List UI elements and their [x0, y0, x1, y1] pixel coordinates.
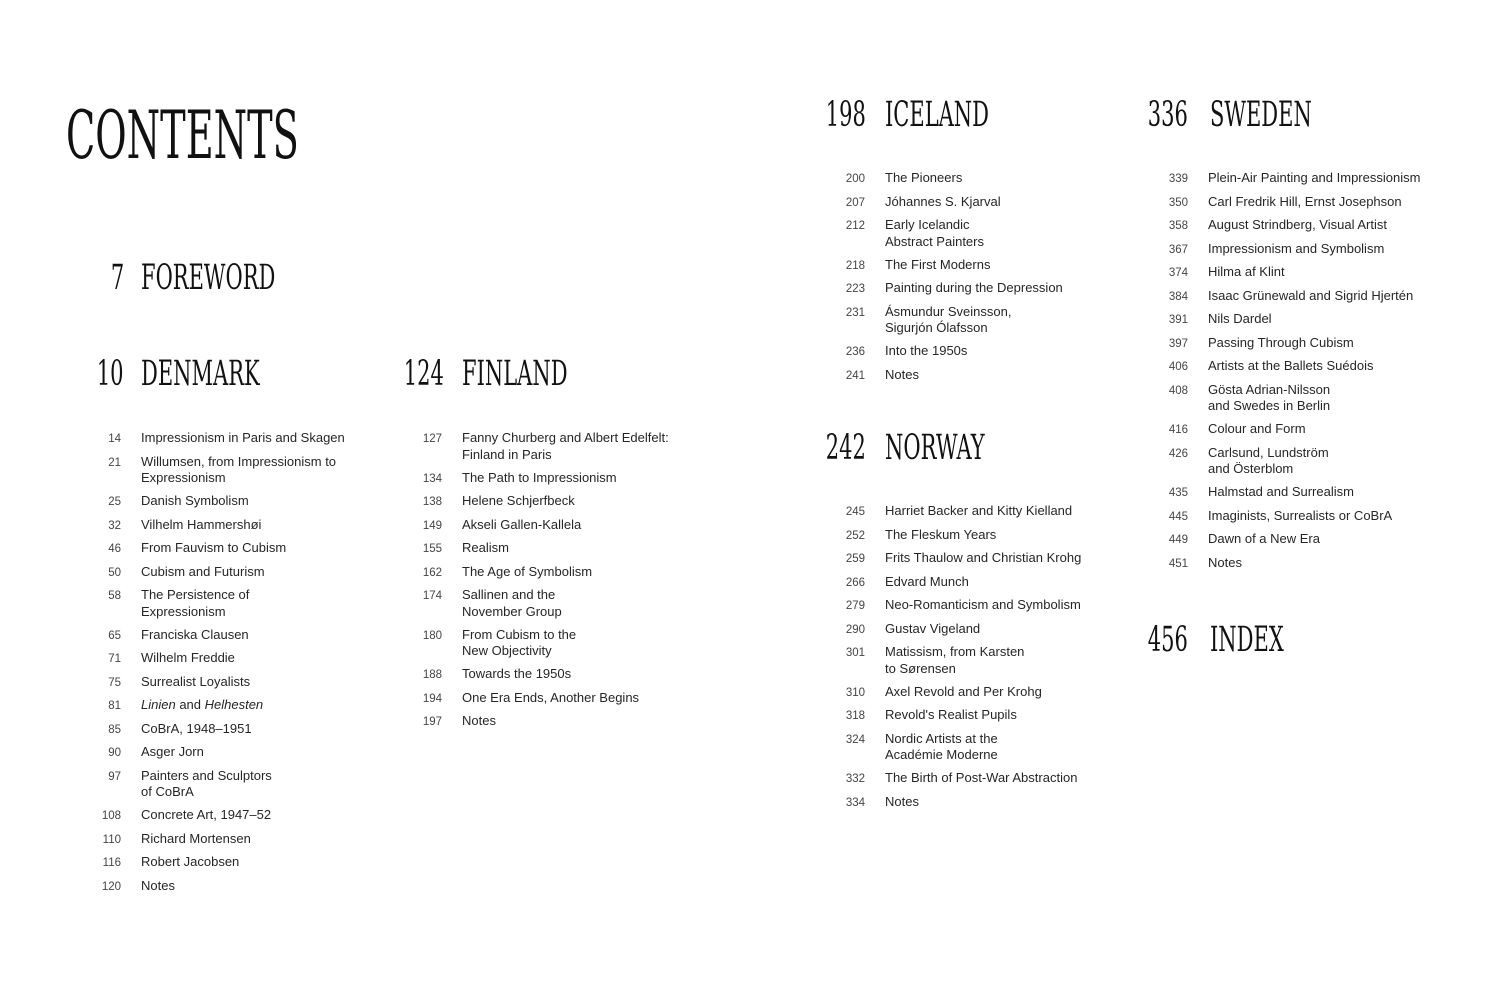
section-page-number: 7 — [110, 258, 124, 298]
toc-entry-page: 334 — [845, 796, 865, 809]
toc-entry-page: 25 — [108, 496, 121, 508]
toc-entry-page: 174 — [422, 590, 442, 602]
toc-entry[interactable] — [827, 550, 1137, 567]
toc-entry-page: 435 — [1168, 487, 1188, 499]
section-heading-iceland[interactable] — [827, 93, 1027, 137]
section-title: FOREWORD — [141, 258, 276, 298]
toc-entry[interactable] — [827, 304, 1127, 337]
toc-entry[interactable] — [1150, 217, 1480, 234]
toc-entry[interactable] — [83, 627, 383, 644]
toc-entry-page: 397 — [1168, 337, 1188, 350]
toc-entry-title: Impressionism in Paris and Skagen — [141, 430, 345, 445]
toc-entry[interactable] — [1150, 170, 1480, 187]
toc-entry-page: 391 — [1168, 314, 1188, 326]
toc-entry[interactable] — [1150, 241, 1480, 258]
toc-entry[interactable] — [827, 280, 1127, 297]
toc-entry[interactable] — [827, 597, 1137, 614]
toc-entry[interactable] — [1150, 484, 1480, 501]
toc-entry[interactable] — [827, 217, 1127, 250]
toc-entry-page: 71 — [108, 653, 121, 665]
toc-entry-page: 252 — [845, 529, 865, 542]
toc-entry-title: Jóhannes S. Kjarval — [885, 193, 1001, 209]
toc-entry-page: 426 — [1168, 447, 1188, 460]
toc-entry[interactable] — [1150, 508, 1480, 525]
toc-entry-title: Ásmundur Sveinsson, Sigurjón Ólafsson — [885, 303, 1012, 335]
section-heading-sweden[interactable] — [1147, 93, 1350, 137]
toc-entry-title: From Fauvism to Cubism — [141, 540, 287, 555]
section-heading-finland[interactable] — [404, 352, 604, 396]
toc-entry-page: 384 — [1168, 290, 1188, 303]
toc-entry-title: Sallinen and the November Group — [462, 587, 562, 619]
toc-entry-title: Revold's Realist Pupils — [885, 707, 1017, 722]
toc-entry-title: The Path to Impressionism — [462, 469, 617, 485]
toc-entry[interactable] — [827, 644, 1137, 677]
toc-entry[interactable] — [827, 527, 1137, 544]
toc-entry[interactable] — [827, 257, 1127, 274]
toc-entry-title: Notes — [885, 793, 919, 809]
toc-entry[interactable] — [827, 684, 1137, 701]
section-page-number: 242 — [825, 428, 866, 468]
section-title: SWEDEN — [1210, 95, 1312, 135]
toc-entry[interactable] — [404, 587, 734, 620]
toc-entry[interactable] — [404, 493, 734, 510]
toc-entry-page: 138 — [422, 496, 442, 508]
toc-entry-title: Notes — [141, 877, 175, 893]
toc-entry-page: 332 — [845, 773, 865, 785]
toc-entry-page: 301 — [845, 647, 865, 659]
toc-entry[interactable] — [404, 470, 734, 487]
section-title: ICELAND — [885, 95, 990, 135]
toc-entry-title: Gösta Adrian-Nilsson and Swedes in Berlin — [1208, 381, 1331, 413]
toc-entry[interactable] — [1150, 531, 1480, 548]
toc-entry[interactable] — [83, 430, 383, 447]
toc-entry[interactable] — [827, 367, 1127, 384]
toc-entry-title-part: Linien — [141, 697, 176, 712]
finland-entries — [404, 430, 734, 737]
toc-entry-title: Danish Symbolism — [141, 493, 249, 508]
toc-entry-title: One Era Ends, Another Begins — [462, 689, 640, 705]
toc-entry-title: Gustav Vigeland — [885, 620, 981, 636]
toc-entry-title: Akseli Gallen-Kallela — [462, 516, 582, 532]
toc-entry-page: 58 — [108, 590, 121, 602]
toc-entry-page: 290 — [845, 623, 865, 636]
toc-entry-page: 279 — [845, 600, 865, 612]
toc-entry-page: 197 — [422, 716, 442, 728]
toc-entry-page: 231 — [845, 306, 865, 319]
toc-entry-title: Into the 1950s — [885, 343, 968, 358]
toc-entry-page: 65 — [108, 629, 121, 642]
section-page-number: 456 — [1147, 620, 1188, 660]
toc-entry-title: Hilma af Klint — [1208, 264, 1285, 279]
toc-entry[interactable] — [404, 540, 734, 557]
norway-entries — [827, 503, 1137, 817]
toc-entry[interactable] — [83, 517, 383, 534]
toc-entry[interactable] — [83, 650, 383, 667]
section-page-number: 124 — [403, 354, 444, 394]
toc-entry[interactable] — [827, 194, 1127, 211]
toc-entry-title: Richard Mortensen — [141, 830, 251, 846]
toc-entry[interactable] — [83, 587, 383, 620]
toc-entry-page: 310 — [845, 686, 865, 699]
toc-entry[interactable] — [83, 564, 383, 581]
toc-entry-title: Painting during the Depression — [885, 280, 1063, 295]
toc-entry-page: 358 — [1168, 220, 1188, 232]
toc-entry[interactable] — [83, 768, 383, 801]
toc-entry[interactable] — [1150, 555, 1480, 572]
toc-entry-title: Impressionism and Symbolism — [1208, 240, 1385, 256]
toc-entry-page: 207 — [845, 196, 865, 209]
section-title: NORWAY — [885, 428, 985, 468]
section-title: FINLAND — [462, 354, 568, 394]
toc-entry-title: Notes — [885, 366, 919, 382]
section-page-number: 10 — [97, 354, 124, 394]
toc-entry-page: 241 — [845, 369, 865, 382]
toc-entry-page: 218 — [845, 259, 865, 272]
toc-entry[interactable] — [83, 878, 383, 895]
toc-entry-title: Neo-Romanticism and Symbolism — [885, 597, 1081, 612]
toc-entry[interactable] — [404, 690, 734, 707]
toc-entry-page: 120 — [101, 880, 121, 893]
toc-entry[interactable] — [404, 430, 734, 463]
toc-entry[interactable] — [1150, 264, 1480, 281]
toc-entry-title: Halmstad and Surrealism — [1208, 484, 1354, 499]
toc-entry[interactable] — [1150, 382, 1480, 415]
toc-entry[interactable] — [1150, 335, 1480, 352]
section-heading-foreword[interactable] — [100, 256, 300, 300]
toc-entry[interactable] — [1150, 445, 1480, 478]
toc-entry-title: Matissism, from Karsten to Sørensen — [885, 644, 1025, 676]
toc-entry-title: The Age of Symbolism — [462, 563, 593, 579]
toc-entry-page: 200 — [845, 173, 865, 185]
toc-entry[interactable] — [1150, 358, 1480, 375]
toc-entry-page: 367 — [1168, 243, 1188, 256]
toc-entry-page: 416 — [1168, 424, 1188, 436]
toc-entry-title: From Cubism to the New Objectivity — [462, 626, 577, 658]
toc-entry[interactable] — [404, 564, 734, 581]
toc-entry-page: 449 — [1168, 534, 1188, 546]
toc-entry[interactable] — [83, 697, 383, 714]
toc-entry[interactable] — [1150, 421, 1480, 438]
iceland-entries — [827, 170, 1127, 390]
toc-entry-title: Passing Through Cubism — [1208, 334, 1354, 350]
toc-entry-page: 194 — [422, 692, 442, 705]
toc-entry-page: 85 — [108, 723, 121, 736]
toc-entry[interactable] — [827, 621, 1137, 638]
toc-entry[interactable] — [404, 627, 734, 660]
toc-entry-page: 50 — [108, 566, 121, 579]
toc-entry-page: 445 — [1168, 510, 1188, 523]
toc-entry-page: 108 — [101, 810, 121, 822]
toc-entry-page: 90 — [108, 747, 121, 759]
toc-entry-page: 149 — [422, 519, 442, 532]
toc-entry-page: 406 — [1168, 361, 1188, 373]
toc-entry-title: Robert Jacobsen — [141, 854, 240, 869]
toc-entry-title: Artists at the Ballets Suédois — [1208, 358, 1374, 373]
section-heading-denmark[interactable] — [97, 352, 300, 396]
toc-entry-title: Early Icelandic Abstract Painters — [885, 217, 984, 249]
toc-entry-page: 116 — [102, 857, 121, 869]
toc-entry-page: 318 — [845, 710, 865, 722]
toc-entry-title: Isaac Grünewald and Sigrid Hjertén — [1208, 287, 1414, 303]
page-title: CONTENTS — [66, 97, 299, 174]
toc-entry[interactable] — [83, 493, 383, 510]
section-title: DENMARK — [141, 354, 260, 394]
toc-entry-title: The Persistence of Expressionism — [141, 587, 250, 619]
toc-entry-page: 162 — [422, 566, 442, 579]
toc-entry-page: 188 — [422, 669, 442, 681]
toc-entry[interactable] — [827, 707, 1137, 724]
toc-entry[interactable] — [827, 770, 1137, 787]
toc-entry-page: 451 — [1168, 557, 1188, 570]
toc-entry[interactable] — [827, 343, 1127, 360]
toc-entry-page: 259 — [845, 553, 865, 565]
toc-entry-title: Notes — [1208, 554, 1242, 570]
section-page-number: 336 — [1147, 95, 1188, 135]
toc-entry-page: 32 — [108, 519, 121, 532]
toc-entry-page: 324 — [845, 733, 865, 746]
toc-entry-title: CoBrA, 1948–1951 — [141, 720, 252, 736]
toc-entry[interactable] — [827, 731, 1137, 764]
toc-entry[interactable] — [1150, 311, 1480, 328]
toc-entry-title: Frits Thaulow and Christian Krohg — [885, 550, 1082, 565]
toc-entry-title: Asger Jorn — [141, 744, 204, 759]
toc-entry-title: Harriet Backer and Kitty Kielland — [885, 503, 1073, 518]
toc-entry-page: 21 — [108, 456, 121, 469]
toc-entry[interactable] — [404, 517, 734, 534]
toc-entry-title: Nordic Artists at the Académie Moderne — [885, 730, 998, 762]
toc-entry-page: 14 — [108, 433, 121, 445]
toc-entry[interactable] — [1150, 194, 1480, 211]
toc-entry-title: Concrete Art, 1947–52 — [141, 807, 272, 822]
toc-entry-page: 236 — [845, 346, 865, 358]
denmark-entries — [83, 430, 383, 901]
toc-entry-title: The Fleskum Years — [885, 526, 997, 542]
toc-entry-page: 81 — [108, 700, 121, 712]
section-page-number: 198 — [825, 95, 866, 135]
toc-entry-title: Nils Dardel — [1208, 311, 1272, 326]
toc-entry-title: The Pioneers — [885, 170, 963, 185]
toc-entry-title: Surrealist Loyalists — [141, 673, 251, 689]
toc-entry-page: 127 — [422, 433, 442, 445]
toc-entry-title: Fanny Churberg and Albert Edelfelt: Finland in Paris — [462, 430, 669, 462]
toc-entry-page: 350 — [1168, 196, 1188, 209]
toc-entry-title: Edvard Munch — [885, 573, 969, 589]
toc-entry-page: 408 — [1168, 384, 1188, 397]
toc-entry-page: 46 — [108, 543, 121, 555]
toc-entry[interactable] — [83, 454, 383, 487]
toc-entry-title: Colour and Form — [1208, 421, 1306, 436]
toc-entry-page: 266 — [845, 576, 865, 589]
toc-entry-title: Dawn of a New Era — [1208, 531, 1320, 546]
toc-entry[interactable] — [827, 170, 1127, 187]
toc-entry-title — [141, 697, 383, 714]
toc-entry-title: August Strindberg, Visual Artist — [1208, 217, 1387, 232]
toc-entry-title: Helene Schjerfbeck — [462, 493, 575, 508]
toc-entry-page: 212 — [845, 220, 865, 232]
toc-entry-title: Franciska Clausen — [141, 626, 249, 642]
toc-entry[interactable] — [83, 744, 383, 761]
toc-entry[interactable] — [83, 854, 383, 871]
toc-entry[interactable] — [83, 674, 383, 691]
section-heading-index[interactable] — [1147, 618, 1350, 662]
toc-entry-page: 97 — [108, 770, 121, 783]
toc-entry-title: Vilhelm Hammershøi — [141, 516, 262, 532]
toc-entry[interactable] — [404, 666, 734, 683]
toc-entry-page: 339 — [1168, 173, 1188, 185]
toc-entry[interactable] — [1150, 288, 1480, 305]
toc-entry-title: Realism — [462, 540, 509, 555]
section-title: INDEX — [1210, 620, 1284, 660]
toc-entry-title: Carlsund, Lundström and Österblom — [1208, 444, 1329, 476]
toc-entry[interactable] — [83, 540, 383, 557]
section-heading-norway[interactable] — [827, 426, 1027, 470]
toc-entry[interactable] — [83, 807, 383, 824]
toc-entry-title: Imaginists, Surrealists or CoBrA — [1208, 507, 1393, 523]
toc-entry-page: 180 — [422, 629, 442, 642]
toc-entry-title: Cubism and Futurism — [141, 563, 265, 579]
toc-entry-title: Plein-Air Painting and Impressionism — [1208, 170, 1421, 185]
toc-entry-title: Towards the 1950s — [462, 666, 572, 681]
toc-entry[interactable] — [827, 794, 1137, 811]
toc-entry-page: 374 — [1168, 267, 1188, 279]
toc-entry[interactable] — [83, 721, 383, 738]
toc-entry-title-part: and — [175, 697, 205, 712]
toc-entry-title: Axel Revold and Per Krohg — [885, 683, 1042, 699]
toc-entry-title: Willumsen, from Impressionism to Expressionism — [141, 453, 337, 485]
toc-entry[interactable] — [404, 713, 734, 730]
toc-entry-page: 134 — [422, 472, 442, 485]
toc-entry[interactable] — [827, 503, 1137, 520]
toc-entry-page: 75 — [108, 676, 121, 689]
toc-entry-title: Carl Fredrik Hill, Ernst Josephson — [1208, 193, 1402, 209]
toc-entry-page: 245 — [845, 506, 865, 518]
toc-entry-title: Notes — [462, 713, 496, 728]
toc-entry-title: The Birth of Post-War Abstraction — [885, 770, 1078, 785]
toc-entry-page: 155 — [422, 543, 442, 555]
toc-entry-page: 110 — [102, 833, 121, 846]
toc-entry-title-part: Helhesten — [204, 697, 264, 712]
sweden-entries — [1150, 170, 1480, 578]
toc-entry-title: Wilhelm Freddie — [141, 650, 235, 665]
toc-entry[interactable] — [827, 574, 1137, 591]
toc-entry-title: The First Moderns — [885, 256, 991, 272]
toc-entry-page: 223 — [845, 283, 865, 295]
toc-entry-title: Painters and Sculptors of CoBrA — [141, 767, 272, 799]
toc-entry[interactable] — [83, 831, 383, 848]
